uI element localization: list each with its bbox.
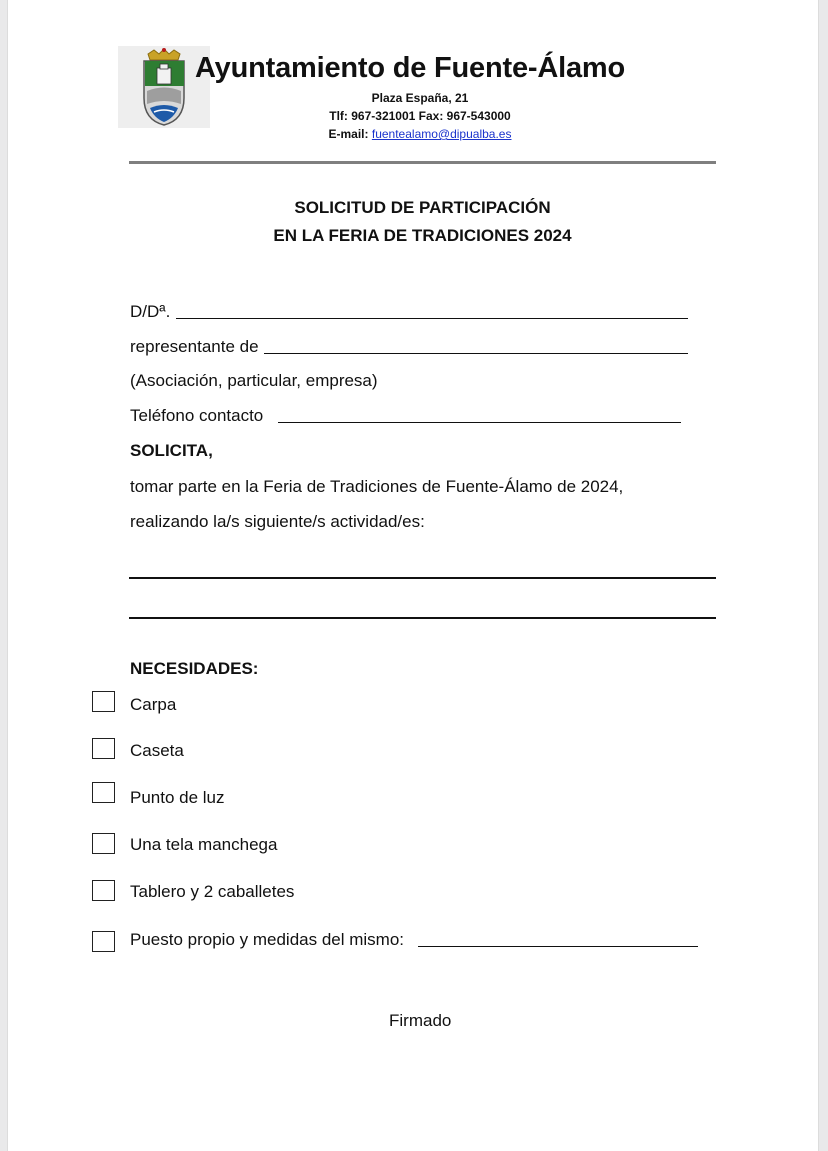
email-line — [248, 127, 592, 141]
activity-line-2[interactable] — [129, 617, 716, 619]
org-hint: (Asociación, particular, empresa) — [130, 371, 378, 390]
checkbox-carpa[interactable] — [92, 691, 115, 712]
needs-item-punto-de-luz: Punto de luz — [130, 788, 225, 807]
town-hall-title: Ayuntamiento de Fuente-Álamo — [195, 52, 625, 84]
activity-line-1[interactable] — [129, 577, 716, 579]
request-text-2: realizando la/s siguiente/s actividad/es: — [130, 512, 425, 531]
request-text-1: tomar parte en la Feria de Tradiciones de Fuente-Álamo de 2024, — [130, 477, 624, 496]
representative-label: representante de — [130, 337, 259, 356]
representative-field[interactable] — [264, 353, 688, 354]
form-heading-line1: SOLICITUD DE PARTICIPACIÓN — [294, 198, 551, 217]
document-page — [7, 0, 819, 1151]
form-heading-line2: EN LA FERIA DE TRADICIONES 2024 — [273, 226, 572, 245]
phone-field[interactable] — [278, 422, 681, 423]
needs-item-caseta: Caseta — [130, 741, 184, 760]
name-label: D/Dª. — [130, 302, 171, 321]
needs-item-tela-manchega: Una tela manchega — [130, 835, 278, 854]
needs-item-tablero: Tablero y 2 caballetes — [130, 882, 295, 901]
checkbox-caseta[interactable] — [92, 738, 115, 759]
address-line: Plaza España, 21 — [371, 91, 469, 105]
solicita-label: SOLICITA, — [130, 441, 213, 460]
checkbox-tablero[interactable] — [92, 880, 115, 901]
signature-label: Firmado — [389, 1011, 452, 1030]
email-link[interactable]: fuentealamo@dipualba.es — [371, 127, 512, 141]
checkbox-puesto-propio[interactable] — [92, 931, 115, 952]
checkbox-tela-manchega[interactable] — [92, 833, 115, 854]
email-label: E-mail: — [328, 127, 369, 141]
phone-fax-line: Tlf: 967-321001 Fax: 967-543000 — [329, 109, 511, 123]
needs-item-carpa: Carpa — [130, 695, 177, 714]
phone-label: Teléfono contacto — [130, 406, 264, 425]
needs-title: NECESIDADES: — [130, 659, 259, 678]
checkbox-punto-de-luz[interactable] — [92, 782, 115, 803]
header-divider — [129, 161, 716, 164]
needs-item-puesto-propio: Puesto propio y medidas del mismo: — [130, 930, 405, 949]
name-field[interactable] — [176, 318, 688, 319]
puesto-size-field[interactable] — [418, 946, 698, 947]
